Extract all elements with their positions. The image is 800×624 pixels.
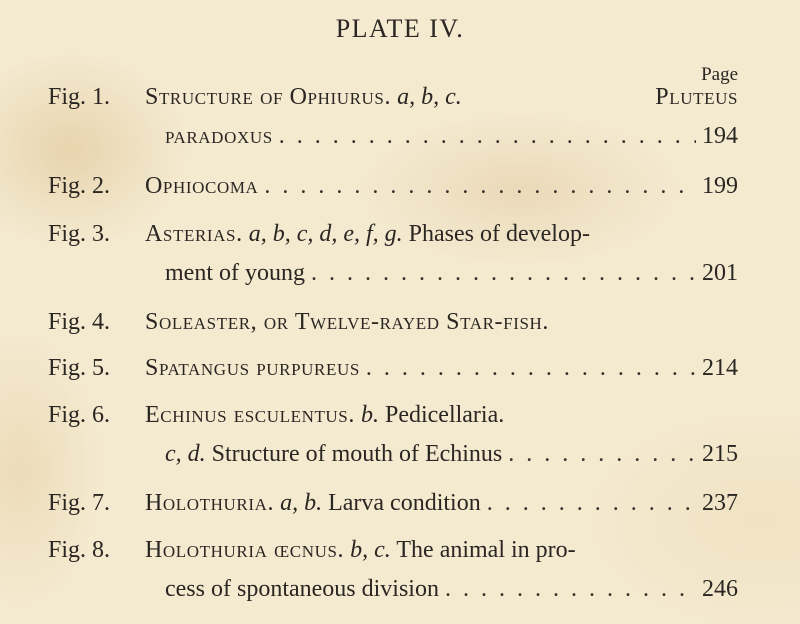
page-number: 194	[702, 123, 738, 149]
figure-title-line2: paradoxus	[165, 123, 273, 149]
figure-label: Fig. 1.	[48, 84, 111, 110]
figure-label: Fig. 8.	[48, 537, 111, 563]
figure-title: Echinus esculentus.	[145, 402, 355, 428]
figure-parts: a, b, c, d, e, f, g.	[242, 221, 403, 247]
figure-parts: b, c.	[344, 537, 391, 563]
figure-title: Structure of Ophiurus.	[145, 84, 392, 110]
figure-title: Ophiocoma	[145, 173, 259, 199]
figure-entry-6	[0, 400, 800, 478]
figure-entry-5	[0, 353, 800, 392]
leader-dots	[264, 171, 696, 201]
figure-entry-2	[0, 171, 800, 210]
figure-label: Fig. 4.	[48, 309, 111, 335]
figure-label: Fig. 2.	[48, 173, 111, 199]
figure-parts: a, b.	[274, 490, 323, 516]
figure-entry-7	[0, 488, 800, 527]
figure-title: Holothuria œcnus.	[145, 537, 345, 563]
figure-title: Asterias.	[145, 221, 243, 247]
page-number: 215	[702, 441, 738, 467]
figure-parts: b.	[354, 402, 379, 428]
leader-dots	[311, 258, 696, 288]
figure-parts-line2: c, d.	[165, 441, 206, 467]
figure-entry-8	[0, 535, 800, 613]
figure-title: Holothuria.	[145, 490, 275, 516]
figure-description-line2: Structure of mouth of Echinus	[205, 441, 503, 467]
figure-entry-4	[0, 307, 800, 346]
figure-entry-3	[0, 219, 800, 297]
leader-dots	[366, 353, 696, 383]
page-number: 214	[702, 355, 738, 381]
figure-label: Fig. 5.	[48, 355, 111, 381]
page-column-header: Page	[701, 64, 738, 85]
leader-dots	[508, 439, 696, 469]
page-number: 237	[702, 490, 738, 516]
plate-title: PLATE IV.	[335, 14, 465, 43]
figure-description: Pedicellaria.	[378, 402, 505, 428]
page-number: 201	[702, 260, 738, 286]
leader-dots	[445, 574, 696, 604]
figure-description: Larva condition	[322, 490, 481, 516]
figure-label: Fig. 7.	[48, 490, 111, 516]
figure-parts: a, b, c.	[391, 84, 462, 110]
page-number: 199	[702, 173, 738, 199]
figure-description: Phases of develop-	[402, 221, 590, 247]
figure-label: Fig. 3.	[48, 221, 111, 247]
figure-title-continued: Pluteus	[648, 84, 738, 110]
figure-entry-1	[0, 82, 800, 160]
page-number: 246	[702, 576, 738, 602]
figure-label: Fig. 6.	[48, 402, 111, 428]
figure-title: Spatangus purpureus	[145, 355, 360, 381]
figure-description-line2: ment of young	[165, 260, 305, 286]
figure-description-line2: cess of spontaneous division	[165, 576, 439, 602]
figure-title: Soleaster, or Twelve-rayed Star-fish.	[145, 309, 549, 335]
leader-dots	[487, 488, 696, 518]
leader-dots	[279, 121, 696, 151]
figure-description: The animal in pro-	[390, 537, 576, 563]
